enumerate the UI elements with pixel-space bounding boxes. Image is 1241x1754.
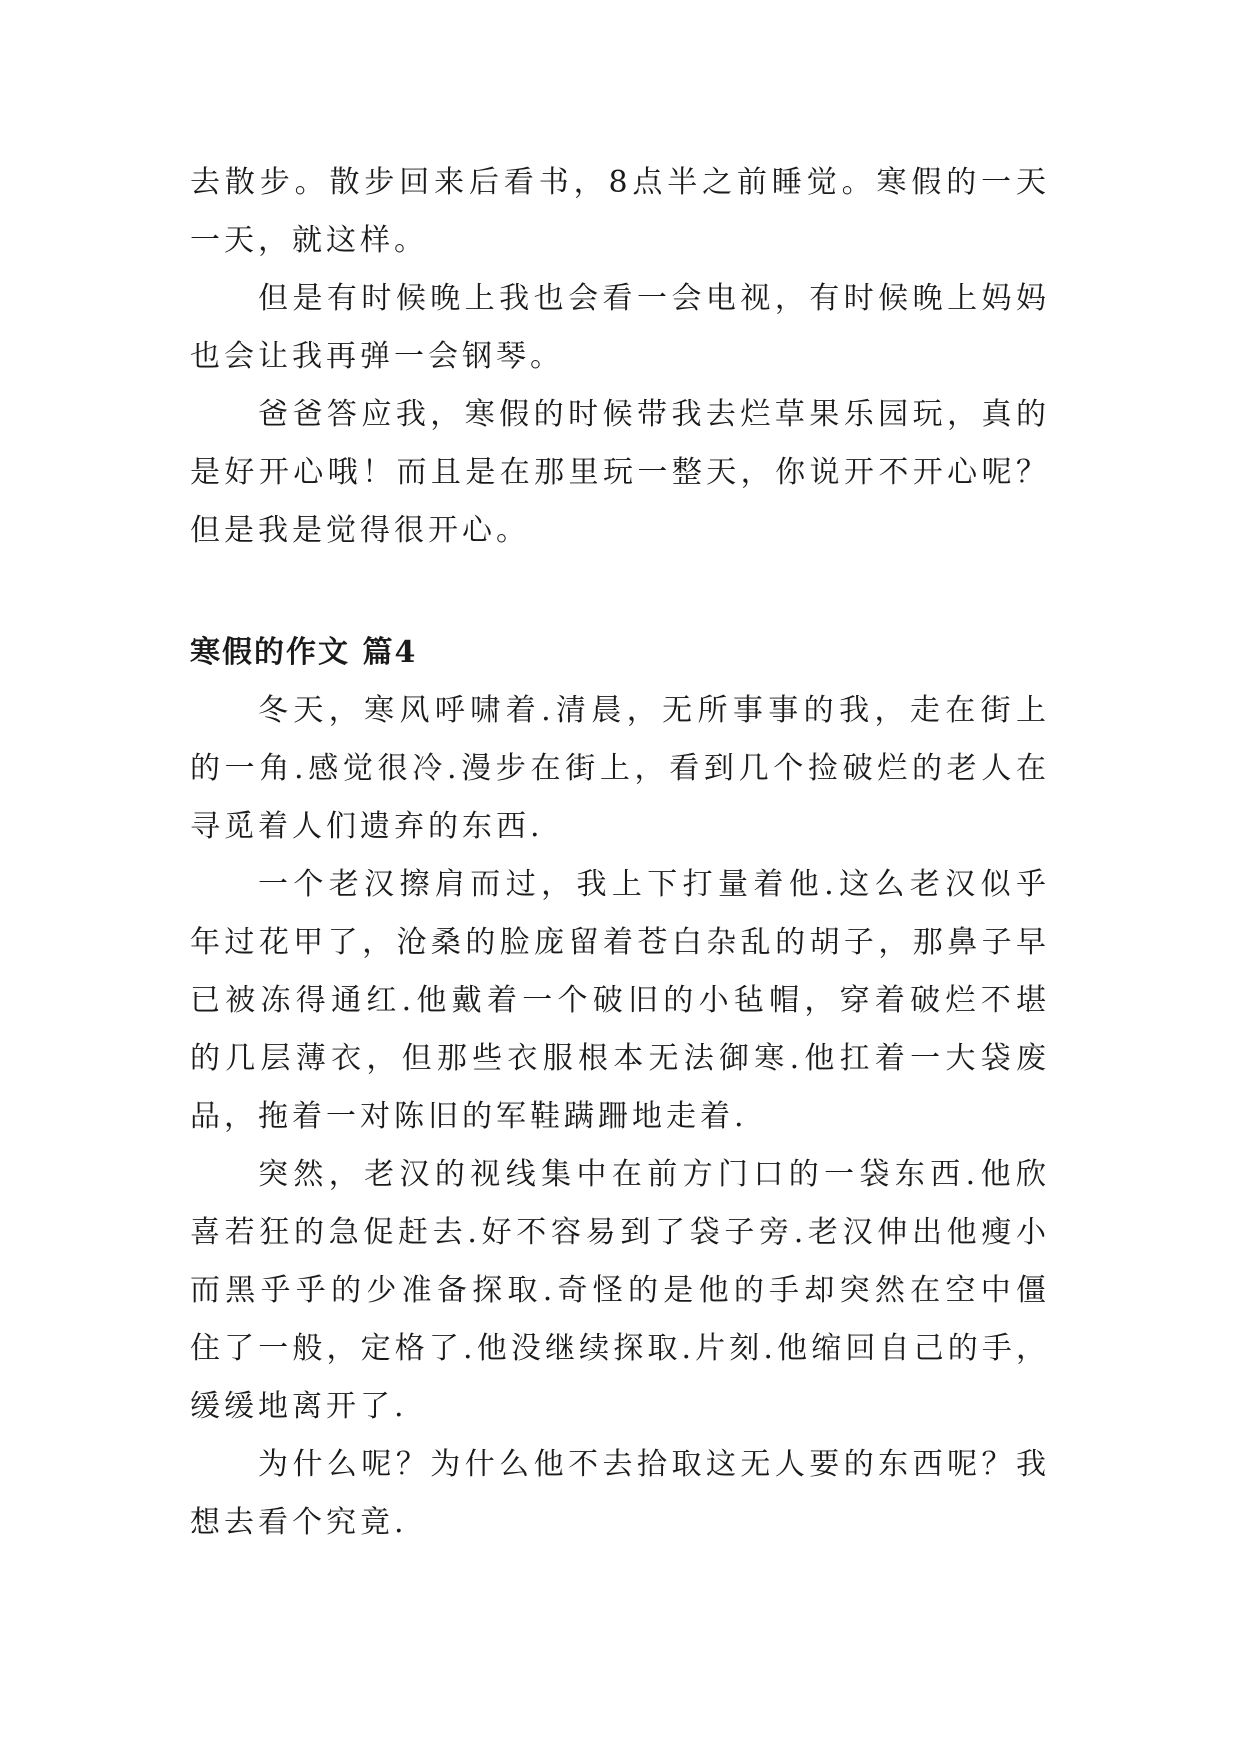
paragraph: 冬天，寒风呼啸着.清晨，无所事事的我，走在街上的一角.感觉很冷.漫步在街上，看到几个捡破烂的老人在寻觅着人们遗弃的东西.: [190, 693, 1050, 844]
section-title: 寒假的作文 篇4: [190, 635, 418, 670]
paragraph: 一个老汉擦肩而过，我上下打量着他.这么老汉似乎年过花甲了，沧桑的脸庞留着苍白杂乱的胡子，那鼻子早已被冻得通红.他戴着一个破旧的小毡帽，穿着破烂不堪的几层薄衣，但那些衣服根本无法御寒.他扛着一大袋废品，拖着一对陈旧的军鞋蹒跚地走着.: [190, 867, 1050, 1134]
paragraph: 为什么呢？为什么他不去拾取这无人要的东西呢？我想去看个究竟.: [190, 1447, 1050, 1540]
paragraph: 去散步。散步回来后看书，8点半之前睡觉。寒假的一天一天，就这样。: [190, 165, 1050, 258]
section-4-body: [190, 682, 1050, 1552]
paragraph: 爸爸答应我，寒假的时候带我去烂草果乐园玩，真的是好开心哦！而且是在那里玩一整天，你说开不开心呢？但是我是觉得很开心。: [190, 397, 1050, 548]
top-section: [190, 154, 1050, 560]
paragraph: 但是有时候晚上我也会看一会电视，有时候晚上妈妈也会让我再弹一会钢琴。: [190, 281, 1050, 374]
paragraph: 突然，老汉的视线集中在前方门口的一袋东西.他欣喜若狂的急促赶去.好不容易到了袋子旁.老汉伸出他瘦小而黑乎乎的少准备探取.奇怪的是他的手却突然在空中僵住了一般，定格了.他没继续探取.片刻.他缩回自己的手，缓缓地离开了.: [190, 1157, 1050, 1424]
